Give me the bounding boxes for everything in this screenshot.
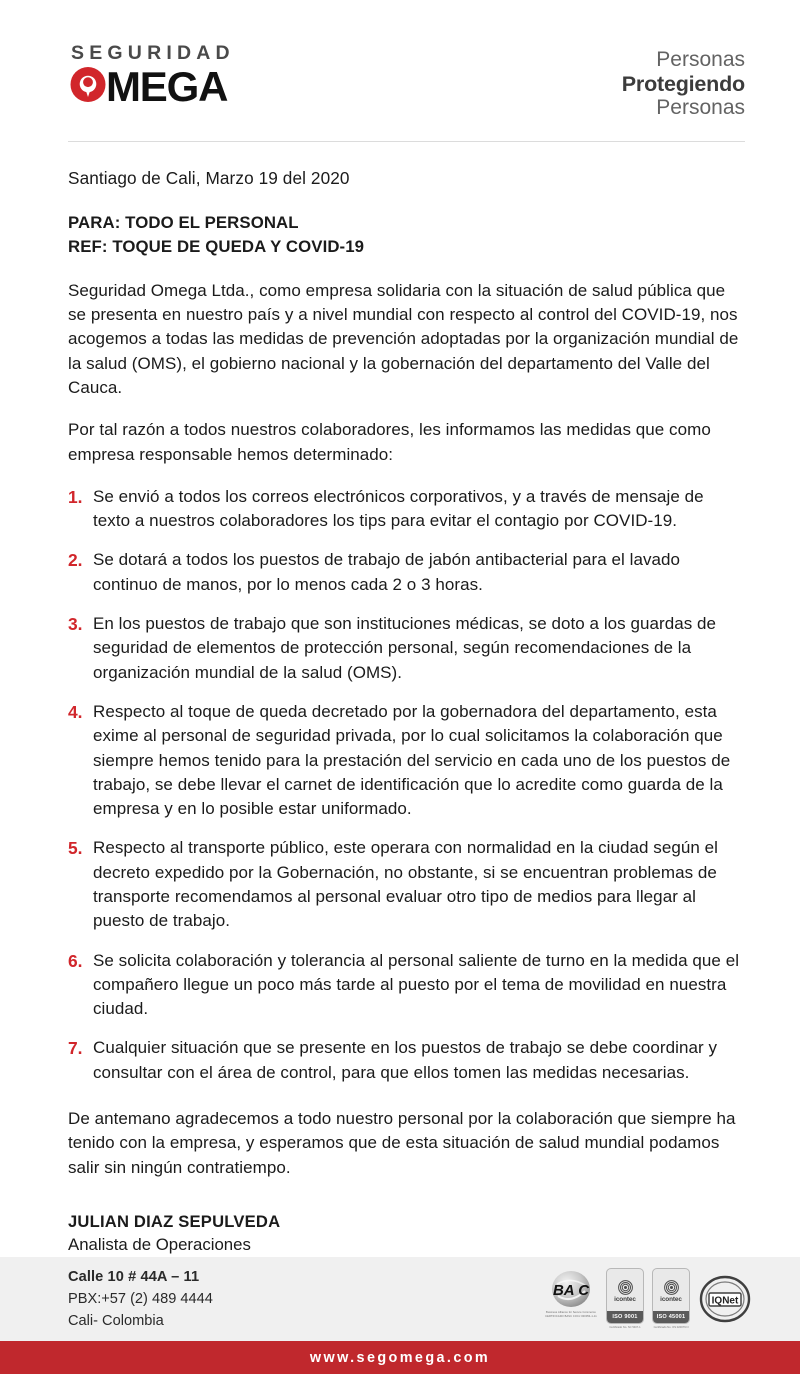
list-item <box>68 700 745 821</box>
footer-phone-line: PBX:+57 (2) 489 4444 <box>68 1290 213 1307</box>
list-item-number: 1. <box>68 486 83 507</box>
letter-date: Santiago de Cali, Marzo 19 del 2020 <box>68 168 350 189</box>
logo-text-mega: MEGA <box>106 62 228 110</box>
icontec-iso45001-cert-text: Certificado No. OS 020079 N <box>653 1326 689 1330</box>
list-item-number: 3. <box>68 614 83 635</box>
icontec-iso9001-wrap <box>606 1268 644 1330</box>
certification-badges <box>544 1268 752 1330</box>
closing-paragraph: De antemano agradecemos a todo nuestro personal por la colaboración que siempre ha tenido con la empresa, y esperamos que de esta situación de salud mundial podamos salir sin ningún contratiempo. <box>68 1109 736 1177</box>
icontec-iso45001-wrap <box>652 1268 690 1330</box>
website-url[interactable]: www.segomega.com <box>309 1349 491 1366</box>
icontec-iso45001-badge <box>652 1268 690 1324</box>
list-item-text: Se solicita colaboración y tolerancia al personal saliente de turno en la medida que el compañero llegue un poco más tarde al puesto por el tema de movilidad en nuestra ciudad. <box>93 950 740 1019</box>
list-item-text: Respecto al toque de queda decretado por la gobernadora del departamento, esta exime al personal de seguridad privada, por lo cual solicitamos la colaboración que siempre hemos tenido para la prestación del servicio en cada uno de los puestos de trabajo, se debe llevar el carnet de identificación que lo acredite como guarda de la empresa y en lo posible estar uniformado. <box>93 701 731 819</box>
list-item-text: Se envió a todos los correos electrónicos corporativos, y a través de mensaje de texto a nuestros colaboradores los tips para evitar el contagio por COVID-19. <box>93 486 704 531</box>
list-item <box>68 548 745 597</box>
list-item-number: 6. <box>68 950 83 971</box>
tagline-line-2: Protegiendo <box>621 71 745 96</box>
logo-omega-lockup <box>68 62 235 110</box>
list-item-number: 7. <box>68 1038 83 1059</box>
list-item-number: 4. <box>68 701 83 722</box>
list-item-text: Se dotará a todos los puestos de trabajo de jabón antibacterial para el lavado continuo de manos, por lo menos cada 2 o 3 horas. <box>93 550 681 594</box>
document-header <box>0 0 800 119</box>
icontec-brand-text: icontec <box>660 1296 682 1304</box>
list-item-text: Respecto al transporte público, este operara con normalidad en la ciudad según el decreto expedido por la Gobernación, no obstante, si se encuentran problemas de transporte recomendamos al personal evaluar otro tipo de medios para llegar al puesto de trabajo. <box>93 838 718 931</box>
letter-body <box>0 142 800 1257</box>
list-item-text: En los puestos de trabajo que son instituciones médicas, se doto a los guardas de seguridad de elementos de protección personal, según recomendaciones de la organización mundial de la salud (OMS). <box>93 614 717 682</box>
omega-pin-icon <box>68 66 108 108</box>
list-item <box>68 485 745 534</box>
icontec-iso9001-cert-text: Certificado No. SC 5407-1 <box>609 1326 641 1330</box>
letter-ref-line: REF: TOQUE DE QUEDA Y COVID-19 <box>68 236 365 256</box>
list-item <box>68 836 745 933</box>
letter-to-line: PARA: TODO EL PERSONAL <box>68 213 299 233</box>
logo-text-seguridad: SEGURIDAD <box>71 42 235 64</box>
footer-contact-info <box>68 1266 213 1333</box>
tagline-line-1: Personas <box>656 48 745 71</box>
footer-address-line: Calle 10 # 44A – 11 <box>68 1268 200 1285</box>
basc-badge-caption: Business Alliance for Secure Commerce CERTIFICADO BASC COCJ 000054-1-11 <box>545 1311 597 1318</box>
icontec-standard-text: ISO 45001 <box>653 1311 689 1323</box>
basc-logo-icon <box>544 1270 598 1310</box>
tagline-line-3: Personas <box>656 95 745 119</box>
footer-city-line: Cali- Colombia <box>68 1313 164 1330</box>
svg-text:BA C: BA C <box>552 1282 590 1299</box>
company-logo <box>68 44 235 108</box>
lead-in-paragraph: Por tal razón a todos nuestros colaboradores, les informamos las medidas que como empresa responsable hemos determinado: <box>68 420 711 464</box>
signature-role: Analista de Operaciones <box>68 1235 251 1255</box>
list-item-text: Cualquier situación que se presente en los puestos de trabajo se debe coordinar y consultar con el área de control, para que ellos tomen las medidas necesarias. <box>93 1038 718 1082</box>
icontec-spiral-icon <box>664 1280 679 1295</box>
list-item <box>68 949 745 1022</box>
letter-addressing-block <box>68 211 745 259</box>
measures-list <box>68 485 745 1085</box>
signature-block <box>68 1210 745 1257</box>
company-tagline <box>622 44 745 119</box>
icontec-logo-area <box>614 1269 636 1311</box>
website-bar <box>0 1341 800 1374</box>
icontec-logo-area <box>660 1269 682 1311</box>
list-item-number: 5. <box>68 838 83 859</box>
iqnet-badge <box>698 1272 752 1326</box>
svg-text:IQNet: IQNet <box>711 1295 739 1307</box>
signature-name: JULIAN DIAZ SEPULVEDA <box>68 1211 281 1231</box>
icontec-iso9001-badge <box>606 1268 644 1324</box>
intro-paragraph: Seguridad Omega Ltda., como empresa solidaria con la situación de salud pública que se presenta en nuestro país y a nivel mundial con respecto al control del COVID-19, nos acogemos a todas las medidas de prevención adoptadas por la organización mundial de la salud (OMS), el gobierno nacional y la gobernación del departamento del Valle del Cauca. <box>68 280 739 397</box>
list-item <box>68 612 745 685</box>
icontec-brand-text: icontec <box>614 1296 636 1304</box>
list-item <box>68 1036 745 1085</box>
icontec-spiral-icon <box>618 1280 633 1295</box>
basc-badge <box>544 1270 598 1328</box>
iqnet-logo-icon <box>699 1273 751 1325</box>
document-footer <box>0 1257 800 1342</box>
list-item-number: 2. <box>68 550 83 571</box>
icontec-standard-text: ISO 9001 <box>607 1311 643 1323</box>
